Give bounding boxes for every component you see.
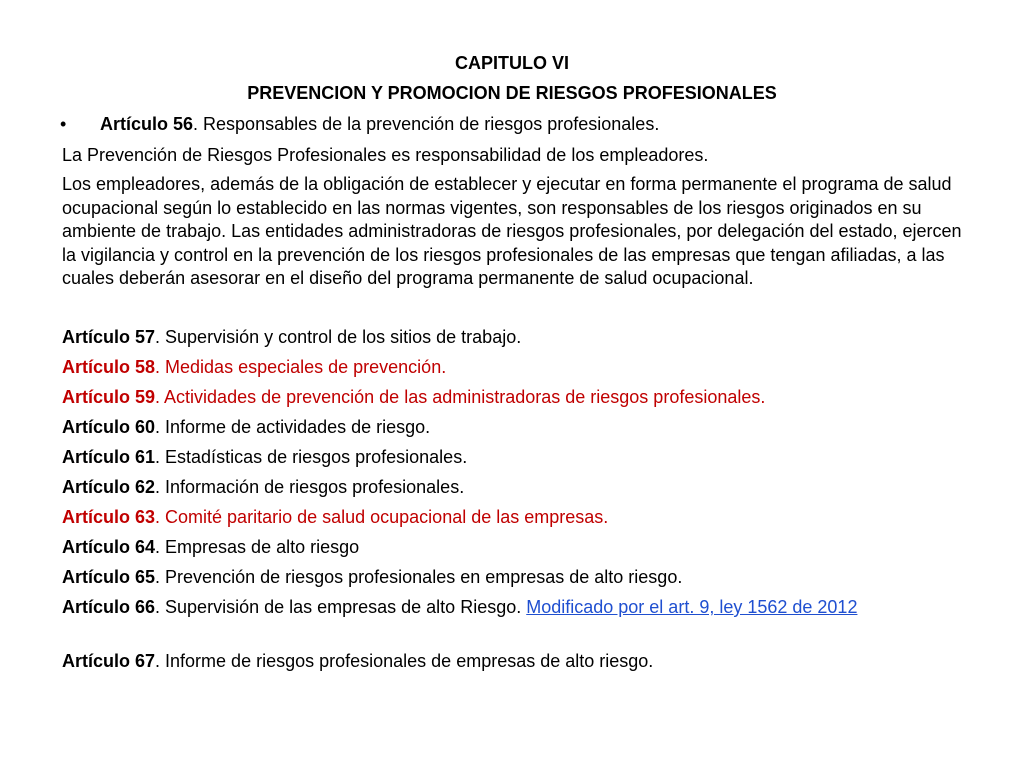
article-text: . Estadísticas de riesgos profesionales. xyxy=(155,447,468,467)
chapter-title: CAPITULO VI xyxy=(454,53,569,73)
article-text: . Supervisión de las empresas de alto Riesgo. xyxy=(155,597,527,617)
article-text: . Empresas de alto riesgo xyxy=(155,537,360,557)
article-58 xyxy=(62,356,446,378)
article-label: Artículo 60 xyxy=(62,417,156,437)
article-text: . Informe de actividades de riesgo. xyxy=(155,417,431,437)
paragraph-employers: Los empleadores, además de la obligación de establecer y ejecutar en forma permanente el programa de salud ocupacional según lo establecido en las normas vigentes, son responsables de los riesgos originados en su ambiente de trabajo. Las entidades administradoras de riesgos profesionales, por delegación del estado, ejercen la vigilancia y control en la prevención de los riesgos profesionales de las empresas que tengan afiliadas, a las cuales deberán asesorar en el diseño del programa permanente de salud ocupacional. xyxy=(62,174,962,289)
article-text: . Medidas especiales de prevención. xyxy=(155,357,447,377)
article-label: Artículo 62 xyxy=(62,477,156,497)
article-label: Artículo 65 xyxy=(62,567,156,587)
article-67 xyxy=(62,650,653,672)
article-text: . Responsables de la prevención de riesgos profesionales. xyxy=(193,114,660,134)
article-label: Artículo 61 xyxy=(62,447,156,467)
article-text: . Comité paritario de salud ocupacional de las empresas. xyxy=(155,507,609,527)
article-label: Artículo 64 xyxy=(62,537,156,557)
article-label: Artículo 57 xyxy=(62,327,156,347)
article-label: Artículo 63 xyxy=(62,507,156,527)
article-65 xyxy=(62,566,682,588)
article-label: Artículo 56 xyxy=(100,114,194,134)
article-64 xyxy=(62,536,359,558)
chapter-subtitle: PREVENCION Y PROMOCION DE RIESGOS PROFESIONALES xyxy=(247,83,777,103)
article-text: . Información de riesgos profesionales. xyxy=(155,477,465,497)
article-66 xyxy=(62,596,942,620)
article-59 xyxy=(62,386,765,408)
article-60 xyxy=(62,416,430,438)
bullet-dot: • xyxy=(60,114,67,134)
amendment-link[interactable]: Modificado por el art. 9, ley 1562 de 2012 xyxy=(526,597,858,617)
article-61 xyxy=(62,446,467,468)
paragraph-responsibility: La Prevención de Riesgos Profesionales es responsabilidad de los empleadores. xyxy=(62,145,709,165)
article-56 xyxy=(100,113,659,135)
article-text: . Actividades de prevención de las administradoras de riesgos profesionales. xyxy=(155,387,766,407)
article-label: Artículo 59 xyxy=(62,387,156,407)
article-label: Artículo 67 xyxy=(62,651,156,671)
article-label: Artículo 66 xyxy=(62,597,156,617)
article-text: . Prevención de riesgos profesionales en empresas de alto riesgo. xyxy=(155,567,683,587)
article-text: . Informe de riesgos profesionales de empresas de alto riesgo. xyxy=(155,651,654,671)
article-57 xyxy=(62,326,521,348)
article-62 xyxy=(62,476,464,498)
article-label: Artículo 58 xyxy=(62,357,156,377)
article-text: . Supervisión y control de los sitios de trabajo. xyxy=(155,327,522,347)
article-63 xyxy=(62,506,608,528)
